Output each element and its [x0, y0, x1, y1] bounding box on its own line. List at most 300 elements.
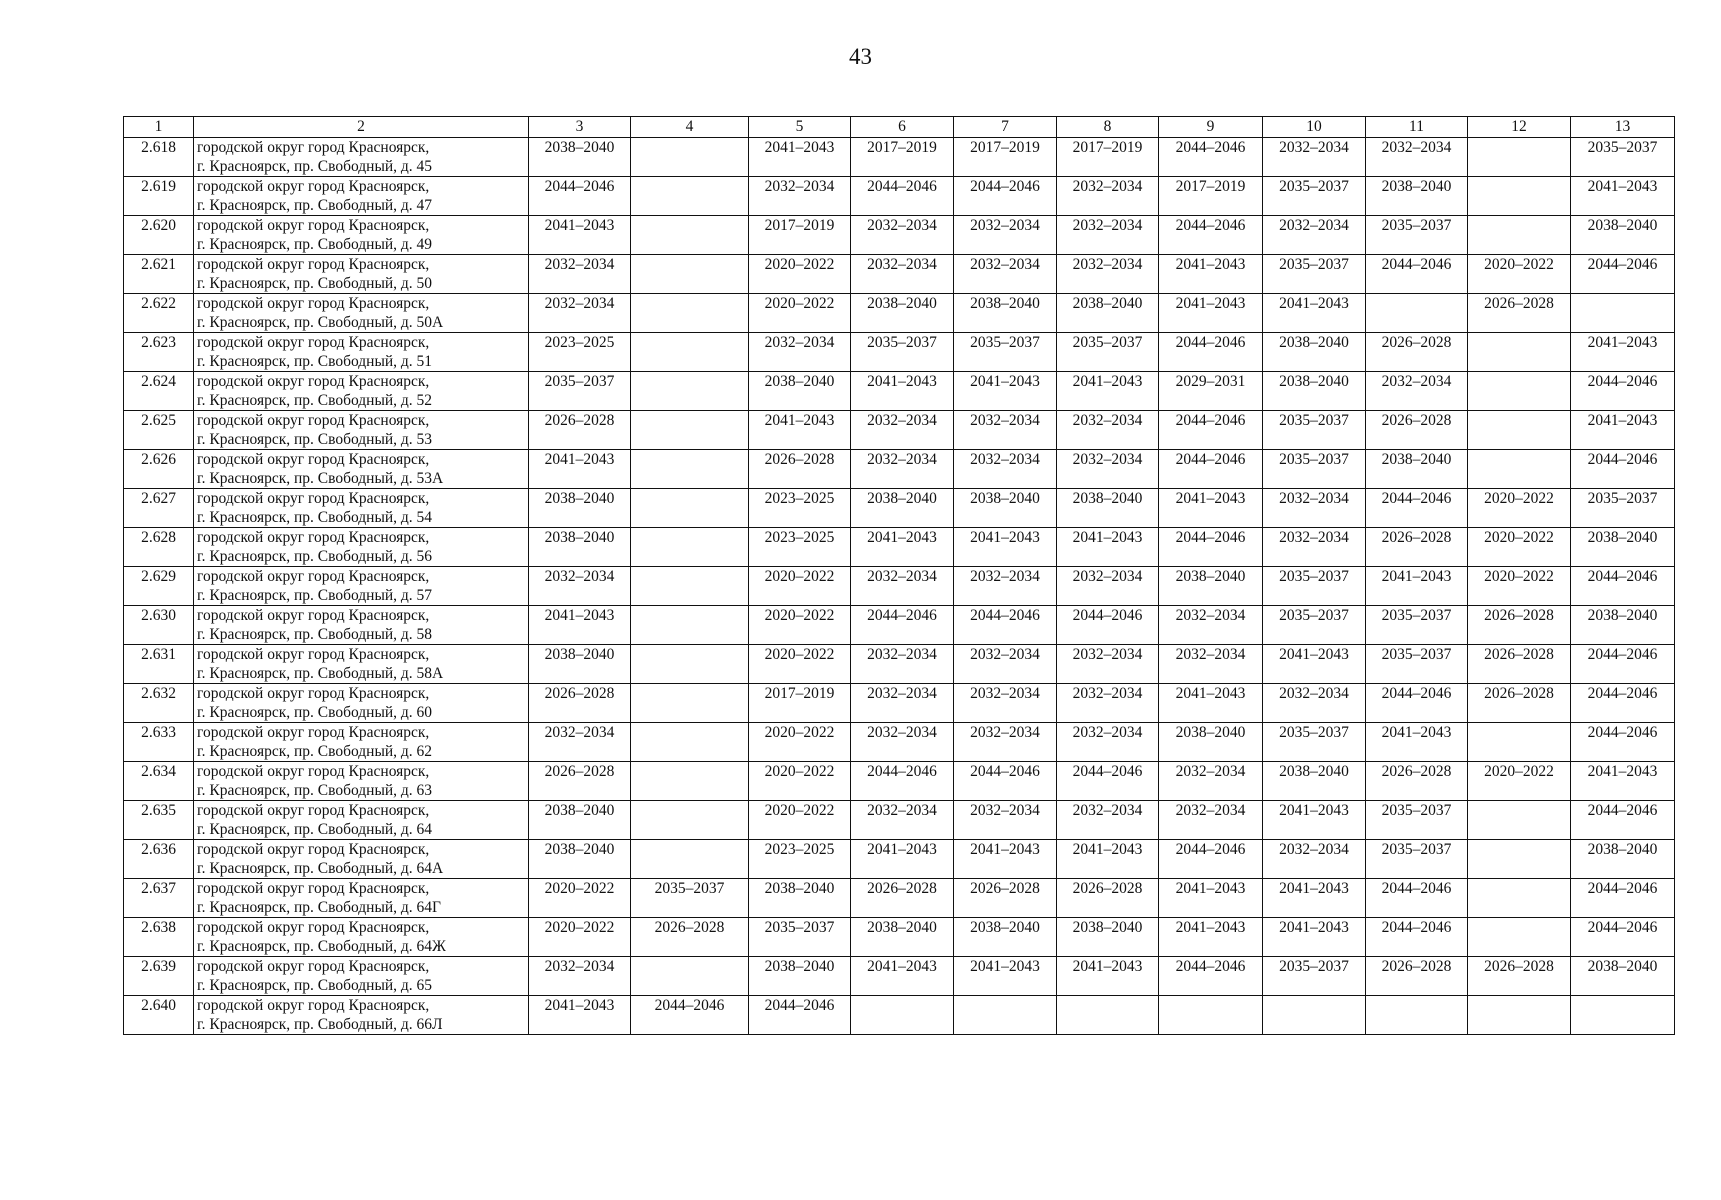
period-cell-col-3: 2020–2022	[529, 879, 631, 918]
address-line-1: городской округ город Красноярск,	[197, 646, 430, 663]
period-cell-col-8: 2032–2034	[1057, 645, 1159, 684]
period-cell-col-6: 2044–2046	[851, 606, 954, 645]
period-cell-col-13: 2035–2037	[1571, 489, 1675, 528]
period-cell-col-3: 2032–2034	[529, 723, 631, 762]
address-line-1: городской округ город Красноярск,	[197, 412, 430, 429]
column-header-12: 12	[1468, 117, 1571, 138]
period-cell-col-5: 2017–2019	[749, 216, 851, 255]
table-row	[124, 216, 1675, 255]
period-cell-col-13: 2044–2046	[1571, 801, 1675, 840]
period-cell-col-7: 2044–2046	[954, 606, 1057, 645]
row-number: 2.639	[124, 957, 194, 996]
period-cell-col-10: 2032–2034	[1263, 489, 1366, 528]
period-cell-col-5: 2020–2022	[749, 606, 851, 645]
period-cell-col-3: 2032–2034	[529, 567, 631, 606]
period-cell-col-9	[1159, 996, 1263, 1035]
period-cell-col-5: 2044–2046	[749, 996, 851, 1035]
address-cell	[194, 957, 529, 996]
period-cell-col-3: 2038–2040	[529, 138, 631, 177]
period-cell-col-3: 2026–2028	[529, 411, 631, 450]
period-cell-col-6: 2032–2034	[851, 450, 954, 489]
table-row	[124, 762, 1675, 801]
period-cell-col-3: 2026–2028	[529, 762, 631, 801]
table-row	[124, 528, 1675, 567]
period-cell-col-4	[631, 723, 749, 762]
period-cell-col-13: 2044–2046	[1571, 645, 1675, 684]
address-line-1: городской округ город Красноярск,	[197, 568, 430, 585]
period-cell-col-10: 2038–2040	[1263, 372, 1366, 411]
period-cell-col-5: 2038–2040	[749, 879, 851, 918]
table-row	[124, 450, 1675, 489]
schedule-table	[123, 116, 1675, 1035]
period-cell-col-7: 2032–2034	[954, 567, 1057, 606]
address-line-2: г. Красноярск, пр. Свободный, д. 56	[197, 548, 433, 565]
period-cell-col-4	[631, 801, 749, 840]
period-cell-col-11: 2044–2046	[1366, 879, 1468, 918]
address-line-2: г. Красноярск, пр. Свободный, д. 47	[197, 197, 433, 214]
period-cell-col-4	[631, 840, 749, 879]
address-line-1: городской округ город Красноярск,	[197, 139, 430, 156]
period-cell-col-10: 2038–2040	[1263, 762, 1366, 801]
period-cell-col-7: 2038–2040	[954, 918, 1057, 957]
address-cell	[194, 879, 529, 918]
period-cell-col-12	[1468, 333, 1571, 372]
period-cell-col-6: 2041–2043	[851, 372, 954, 411]
period-cell-col-10: 2041–2043	[1263, 645, 1366, 684]
address-line-2: г. Красноярск, пр. Свободный, д. 58	[197, 626, 433, 643]
address-line-2: г. Красноярск, пр. Свободный, д. 62	[197, 743, 433, 760]
period-cell-col-12	[1468, 450, 1571, 489]
period-cell-col-8: 2041–2043	[1057, 528, 1159, 567]
column-header-5: 5	[749, 117, 851, 138]
column-header-2: 2	[194, 117, 529, 138]
period-cell-col-8: 2032–2034	[1057, 801, 1159, 840]
period-cell-col-3: 2032–2034	[529, 294, 631, 333]
period-cell-col-12	[1468, 177, 1571, 216]
period-cell-col-10: 2035–2037	[1263, 177, 1366, 216]
row-number: 2.638	[124, 918, 194, 957]
period-cell-col-9: 2032–2034	[1159, 606, 1263, 645]
period-cell-col-9: 2044–2046	[1159, 333, 1263, 372]
address-cell	[194, 567, 529, 606]
period-cell-col-11: 2035–2037	[1366, 801, 1468, 840]
period-cell-col-3: 2038–2040	[529, 489, 631, 528]
period-cell-col-12	[1468, 411, 1571, 450]
row-number: 2.637	[124, 879, 194, 918]
period-cell-col-11: 2044–2046	[1366, 684, 1468, 723]
period-cell-col-11: 2026–2028	[1366, 411, 1468, 450]
period-cell-col-9: 2044–2046	[1159, 840, 1263, 879]
address-line-2: г. Красноярск, пр. Свободный, д. 65	[197, 977, 433, 994]
table-row	[124, 372, 1675, 411]
period-cell-col-7: 2032–2034	[954, 216, 1057, 255]
address-line-1: городской округ город Красноярск,	[197, 841, 430, 858]
period-cell-col-10	[1263, 996, 1366, 1035]
header-row	[124, 117, 1675, 138]
period-cell-col-12: 2026–2028	[1468, 606, 1571, 645]
period-cell-col-13: 2038–2040	[1571, 216, 1675, 255]
period-cell-col-10: 2035–2037	[1263, 957, 1366, 996]
period-cell-col-7: 2041–2043	[954, 840, 1057, 879]
period-cell-col-4	[631, 411, 749, 450]
period-cell-col-6: 2035–2037	[851, 333, 954, 372]
period-cell-col-13: 2044–2046	[1571, 918, 1675, 957]
period-cell-col-7: 2038–2040	[954, 489, 1057, 528]
address-line-1: городской округ город Красноярск,	[197, 178, 430, 195]
row-number: 2.628	[124, 528, 194, 567]
address-cell	[194, 450, 529, 489]
period-cell-col-9: 2041–2043	[1159, 294, 1263, 333]
period-cell-col-13: 2038–2040	[1571, 957, 1675, 996]
period-cell-col-5: 2020–2022	[749, 294, 851, 333]
address-line-2: г. Красноярск, пр. Свободный, д. 50	[197, 275, 433, 292]
table-row	[124, 723, 1675, 762]
period-cell-col-8: 2038–2040	[1057, 918, 1159, 957]
period-cell-col-7: 2035–2037	[954, 333, 1057, 372]
period-cell-col-5: 2035–2037	[749, 918, 851, 957]
period-cell-col-6: 2038–2040	[851, 489, 954, 528]
period-cell-col-5: 2017–2019	[749, 684, 851, 723]
address-line-1: городской округ город Красноярск,	[197, 373, 430, 390]
period-cell-col-9: 2041–2043	[1159, 879, 1263, 918]
period-cell-col-9: 2041–2043	[1159, 489, 1263, 528]
address-line-2: г. Красноярск, пр. Свободный, д. 51	[197, 353, 433, 370]
period-cell-col-13: 2041–2043	[1571, 762, 1675, 801]
row-number: 2.620	[124, 216, 194, 255]
address-line-2: г. Красноярск, пр. Свободный, д. 52	[197, 392, 433, 409]
table-row	[124, 996, 1675, 1035]
address-cell	[194, 840, 529, 879]
period-cell-col-6: 2044–2046	[851, 177, 954, 216]
address-cell	[194, 645, 529, 684]
period-cell-col-9: 2044–2046	[1159, 528, 1263, 567]
period-cell-col-3: 2026–2028	[529, 684, 631, 723]
address-cell	[194, 411, 529, 450]
period-cell-col-3: 2041–2043	[529, 216, 631, 255]
period-cell-col-5: 2041–2043	[749, 411, 851, 450]
period-cell-col-11: 2032–2034	[1366, 372, 1468, 411]
period-cell-col-13: 2041–2043	[1571, 333, 1675, 372]
period-cell-col-8: 2026–2028	[1057, 879, 1159, 918]
address-line-1: городской округ город Красноярск,	[197, 958, 430, 975]
period-cell-col-8: 2032–2034	[1057, 255, 1159, 294]
period-cell-col-9: 2038–2040	[1159, 567, 1263, 606]
row-number: 2.627	[124, 489, 194, 528]
address-cell	[194, 723, 529, 762]
period-cell-col-12	[1468, 138, 1571, 177]
period-cell-col-11	[1366, 294, 1468, 333]
period-cell-col-10: 2035–2037	[1263, 255, 1366, 294]
period-cell-col-3: 2038–2040	[529, 801, 631, 840]
period-cell-col-10: 2041–2043	[1263, 879, 1366, 918]
column-header-8: 8	[1057, 117, 1159, 138]
table-row	[124, 255, 1675, 294]
table-row	[124, 645, 1675, 684]
row-number: 2.625	[124, 411, 194, 450]
period-cell-col-7: 2044–2046	[954, 177, 1057, 216]
address-line-1: городской округ город Красноярск,	[197, 334, 430, 351]
address-line-2: г. Красноярск, пр. Свободный, д. 54	[197, 509, 433, 526]
period-cell-col-6: 2041–2043	[851, 957, 954, 996]
period-cell-col-6: 2041–2043	[851, 840, 954, 879]
address-cell	[194, 216, 529, 255]
period-cell-col-3: 2038–2040	[529, 528, 631, 567]
address-cell	[194, 528, 529, 567]
period-cell-col-4	[631, 567, 749, 606]
period-cell-col-6: 2026–2028	[851, 879, 954, 918]
period-cell-col-13	[1571, 996, 1675, 1035]
column-header-1: 1	[124, 117, 194, 138]
period-cell-col-9: 2041–2043	[1159, 918, 1263, 957]
period-cell-col-12	[1468, 996, 1571, 1035]
table-row	[124, 489, 1675, 528]
row-number: 2.634	[124, 762, 194, 801]
period-cell-col-6: 2032–2034	[851, 723, 954, 762]
period-cell-col-12: 2020–2022	[1468, 567, 1571, 606]
row-number: 2.624	[124, 372, 194, 411]
address-line-2: г. Красноярск, пр. Свободный, д. 53А	[197, 470, 444, 487]
period-cell-col-6: 2038–2040	[851, 918, 954, 957]
address-cell	[194, 177, 529, 216]
table-row	[124, 879, 1675, 918]
table-row	[124, 138, 1675, 177]
period-cell-col-12: 2026–2028	[1468, 684, 1571, 723]
address-line-2: г. Красноярск, пр. Свободный, д. 60	[197, 704, 433, 721]
address-line-1: городской округ город Красноярск,	[197, 724, 430, 741]
period-cell-col-7: 2032–2034	[954, 255, 1057, 294]
column-header-11: 11	[1366, 117, 1468, 138]
period-cell-col-4	[631, 645, 749, 684]
period-cell-col-13: 2044–2046	[1571, 255, 1675, 294]
period-cell-col-9: 2044–2046	[1159, 138, 1263, 177]
period-cell-col-4	[631, 606, 749, 645]
address-cell	[194, 606, 529, 645]
period-cell-col-10: 2041–2043	[1263, 294, 1366, 333]
period-cell-col-13: 2041–2043	[1571, 177, 1675, 216]
period-cell-col-6: 2032–2034	[851, 411, 954, 450]
period-cell-col-4	[631, 294, 749, 333]
period-cell-col-3: 2038–2040	[529, 840, 631, 879]
period-cell-col-12	[1468, 840, 1571, 879]
period-cell-col-11: 2035–2037	[1366, 606, 1468, 645]
address-line-2: г. Красноярск, пр. Свободный, д. 49	[197, 236, 433, 253]
address-cell	[194, 996, 529, 1035]
table-row	[124, 294, 1675, 333]
period-cell-col-6: 2032–2034	[851, 684, 954, 723]
table-row	[124, 918, 1675, 957]
period-cell-col-5: 2020–2022	[749, 567, 851, 606]
period-cell-col-6	[851, 996, 954, 1035]
column-header-3: 3	[529, 117, 631, 138]
period-cell-col-13: 2044–2046	[1571, 372, 1675, 411]
period-cell-col-6: 2032–2034	[851, 645, 954, 684]
row-number: 2.636	[124, 840, 194, 879]
period-cell-col-4: 2026–2028	[631, 918, 749, 957]
period-cell-col-3: 2035–2037	[529, 372, 631, 411]
address-line-1: городской округ город Красноярск,	[197, 997, 430, 1014]
period-cell-col-9: 2044–2046	[1159, 450, 1263, 489]
period-cell-col-9: 2041–2043	[1159, 255, 1263, 294]
address-line-1: городской округ город Красноярск,	[197, 217, 430, 234]
period-cell-col-3: 2041–2043	[529, 450, 631, 489]
period-cell-col-4	[631, 489, 749, 528]
address-cell	[194, 372, 529, 411]
period-cell-col-9: 2017–2019	[1159, 177, 1263, 216]
period-cell-col-3: 2038–2040	[529, 645, 631, 684]
period-cell-col-11	[1366, 996, 1468, 1035]
period-cell-col-5: 2023–2025	[749, 840, 851, 879]
address-line-1: городской округ город Красноярск,	[197, 490, 430, 507]
period-cell-col-10: 2035–2037	[1263, 411, 1366, 450]
period-cell-col-10: 2032–2034	[1263, 528, 1366, 567]
table-row	[124, 606, 1675, 645]
period-cell-col-3: 2023–2025	[529, 333, 631, 372]
column-header-7: 7	[954, 117, 1057, 138]
period-cell-col-12: 2026–2028	[1468, 957, 1571, 996]
period-cell-col-11: 2032–2034	[1366, 138, 1468, 177]
period-cell-col-12: 2020–2022	[1468, 489, 1571, 528]
period-cell-col-13: 2044–2046	[1571, 879, 1675, 918]
period-cell-col-9: 2044–2046	[1159, 411, 1263, 450]
period-cell-col-11: 2035–2037	[1366, 645, 1468, 684]
row-number: 2.631	[124, 645, 194, 684]
period-cell-col-3: 2020–2022	[529, 918, 631, 957]
period-cell-col-5: 2023–2025	[749, 528, 851, 567]
period-cell-col-10: 2035–2037	[1263, 606, 1366, 645]
address-cell	[194, 138, 529, 177]
period-cell-col-13: 2035–2037	[1571, 138, 1675, 177]
period-cell-col-7: 2038–2040	[954, 294, 1057, 333]
period-cell-col-5: 2020–2022	[749, 255, 851, 294]
column-header-6: 6	[851, 117, 954, 138]
period-cell-col-8: 2044–2046	[1057, 606, 1159, 645]
period-cell-col-3: 2044–2046	[529, 177, 631, 216]
period-cell-col-12	[1468, 723, 1571, 762]
period-cell-col-8: 2041–2043	[1057, 957, 1159, 996]
period-cell-col-4	[631, 216, 749, 255]
period-cell-col-9: 2032–2034	[1159, 801, 1263, 840]
page-number: 43	[849, 44, 872, 69]
period-cell-col-11: 2035–2037	[1366, 216, 1468, 255]
address-line-2: г. Красноярск, пр. Свободный, д. 66Л	[197, 1016, 443, 1033]
period-cell-col-8: 2041–2043	[1057, 372, 1159, 411]
period-cell-col-5: 2038–2040	[749, 372, 851, 411]
period-cell-col-10: 2032–2034	[1263, 840, 1366, 879]
period-cell-col-9: 2032–2034	[1159, 645, 1263, 684]
period-cell-col-7: 2041–2043	[954, 528, 1057, 567]
period-cell-col-13: 2044–2046	[1571, 684, 1675, 723]
column-header-4: 4	[631, 117, 749, 138]
address-line-2: г. Красноярск, пр. Свободный, д. 57	[197, 587, 433, 604]
period-cell-col-7: 2032–2034	[954, 723, 1057, 762]
period-cell-col-11: 2026–2028	[1366, 333, 1468, 372]
address-cell	[194, 333, 529, 372]
row-number: 2.623	[124, 333, 194, 372]
period-cell-col-8: 2041–2043	[1057, 840, 1159, 879]
period-cell-col-8: 2032–2034	[1057, 411, 1159, 450]
period-cell-col-9: 2032–2034	[1159, 762, 1263, 801]
address-line-1: городской округ город Красноярск,	[197, 685, 430, 702]
period-cell-col-13: 2044–2046	[1571, 567, 1675, 606]
column-header-13: 13	[1571, 117, 1675, 138]
period-cell-col-12: 2020–2022	[1468, 528, 1571, 567]
address-cell	[194, 255, 529, 294]
period-cell-col-9: 2044–2046	[1159, 216, 1263, 255]
period-cell-col-4: 2044–2046	[631, 996, 749, 1035]
table-row	[124, 840, 1675, 879]
period-cell-col-5: 2020–2022	[749, 645, 851, 684]
address-cell	[194, 489, 529, 528]
row-number: 2.618	[124, 138, 194, 177]
period-cell-col-8: 2032–2034	[1057, 723, 1159, 762]
period-cell-col-11: 2035–2037	[1366, 840, 1468, 879]
period-cell-col-13: 2044–2046	[1571, 723, 1675, 762]
period-cell-col-9: 2038–2040	[1159, 723, 1263, 762]
period-cell-col-10: 2035–2037	[1263, 450, 1366, 489]
period-cell-col-12	[1468, 801, 1571, 840]
period-cell-col-8: 2038–2040	[1057, 489, 1159, 528]
period-cell-col-4: 2035–2037	[631, 879, 749, 918]
period-cell-col-12: 2026–2028	[1468, 645, 1571, 684]
period-cell-col-13	[1571, 294, 1675, 333]
period-cell-col-8: 2035–2037	[1057, 333, 1159, 372]
address-line-2: г. Красноярск, пр. Свободный, д. 64А	[197, 860, 444, 877]
period-cell-col-8: 2032–2034	[1057, 216, 1159, 255]
period-cell-col-10: 2041–2043	[1263, 801, 1366, 840]
address-line-2: г. Красноярск, пр. Свободный, д. 64	[197, 821, 433, 838]
period-cell-col-7: 2032–2034	[954, 411, 1057, 450]
period-cell-col-10: 2035–2037	[1263, 567, 1366, 606]
period-cell-col-4	[631, 138, 749, 177]
period-cell-col-4	[631, 177, 749, 216]
address-line-2: г. Красноярск, пр. Свободный, д. 58А	[197, 665, 444, 682]
period-cell-col-3: 2041–2043	[529, 996, 631, 1035]
address-line-1: городской округ город Красноярск,	[197, 607, 430, 624]
address-line-2: г. Красноярск, пр. Свободный, д. 63	[197, 782, 433, 799]
table-row	[124, 957, 1675, 996]
period-cell-col-11: 2044–2046	[1366, 489, 1468, 528]
period-cell-col-4	[631, 372, 749, 411]
period-cell-col-4	[631, 762, 749, 801]
period-cell-col-8: 2032–2034	[1057, 450, 1159, 489]
period-cell-col-11: 2041–2043	[1366, 567, 1468, 606]
row-number: 2.635	[124, 801, 194, 840]
row-number: 2.630	[124, 606, 194, 645]
period-cell-col-4	[631, 684, 749, 723]
period-cell-col-6: 2032–2034	[851, 216, 954, 255]
period-cell-col-8: 2032–2034	[1057, 684, 1159, 723]
period-cell-col-6: 2041–2043	[851, 528, 954, 567]
period-cell-col-13: 2038–2040	[1571, 840, 1675, 879]
period-cell-col-9: 2029–2031	[1159, 372, 1263, 411]
address-cell	[194, 801, 529, 840]
period-cell-col-4	[631, 528, 749, 567]
period-cell-col-4	[631, 450, 749, 489]
period-cell-col-5: 2020–2022	[749, 723, 851, 762]
period-cell-col-4	[631, 957, 749, 996]
period-cell-col-12: 2020–2022	[1468, 762, 1571, 801]
period-cell-col-12	[1468, 216, 1571, 255]
period-cell-col-11: 2026–2028	[1366, 957, 1468, 996]
period-cell-col-10: 2032–2034	[1263, 138, 1366, 177]
address-line-1: городской округ город Красноярск,	[197, 256, 430, 273]
address-line-2: г. Красноярск, пр. Свободный, д. 45	[197, 158, 433, 175]
period-cell-col-5: 2026–2028	[749, 450, 851, 489]
period-cell-col-12	[1468, 918, 1571, 957]
period-cell-col-7: 2032–2034	[954, 450, 1057, 489]
address-line-1: городской округ город Красноярск,	[197, 451, 430, 468]
period-cell-col-8: 2032–2034	[1057, 177, 1159, 216]
